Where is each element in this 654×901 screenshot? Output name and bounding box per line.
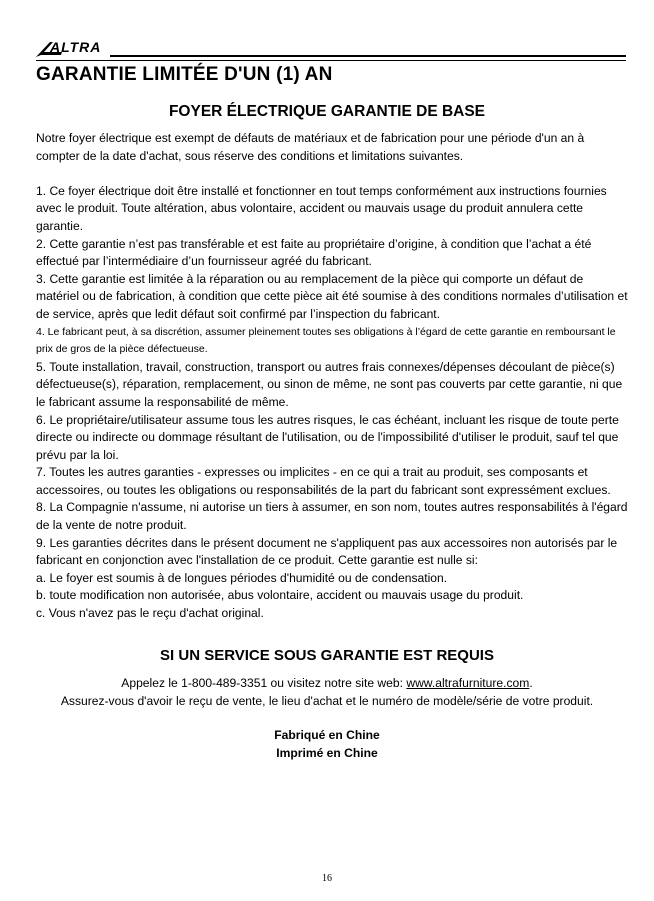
clause-9b: b. toute modification non autorisée, abus volontaire, accident ou mauvais usage du produit. (36, 588, 524, 603)
clause-3: 3. Cette garantie est limitée à la réparation ou au remplacement de la pièce qui comporte un défaut de matériel ou de fabrication, à condition que cette pièce ait été soumise à des conditions normales d’utilisation et de service, après que ledit défaut soit confirmé par l’inspection du fabricant. (36, 271, 628, 321)
service-heading: SI UN SERVICE SOUS GARANTIE EST REQUIS (160, 647, 494, 664)
clause-8: 8. La Compagnie n'assume, ni autorise un tiers à assumer, en son nom, toutes autres responsabilités à l'égard de la vente de notre produit. (36, 500, 628, 533)
clause-9: 9. Les garanties décrites dans le présent document ne s'appliquent pas aux accessoires non autorisés par le fabricant en conjonction avec l'installation de ce produit. Cette garantie est nulle si: (36, 535, 618, 568)
clause-5: 5. Toute installation, travail, construction, transport ou autres frais connexes/dépenses découlant de pièce(s) défectueuse(s), réparation, remplacement, ou sinon de même, ne sont pas couverts par cette garantie, ni que le fabricant assume la responsabilité de même. (36, 359, 623, 409)
service-line-1 (0, 675, 654, 693)
altra-logo (36, 38, 116, 58)
printed-in-label: Imprimé en Chine (276, 745, 378, 760)
clause-7: 7. Toutes les autres garanties - expresses ou implicites - en ce qui a trait au produit, ses composants et accessoires, ou toutes les obligations ou responsabilités de la part du fabricant sont expressément exclues. (36, 465, 611, 497)
header-rule-thick (110, 55, 626, 57)
logo-text: ALTRA (50, 39, 102, 55)
page-title: GARANTIE LIMITÉE D'UN (1) AN (36, 64, 333, 85)
clause-1: 1. Ce foyer électrique doit être installé et fonctionner en tout temps conformément aux instructions fournies avec le produit. Toute altération, abus volontaire, accident ou mauvais usage du produit annulera cette garantie. (36, 183, 607, 233)
header-rule-thin (36, 60, 626, 61)
intro-paragraph: Notre foyer électrique est exempt de défauts de matériaux et de fabrication pour une période d'un an à compter de la date d'achat, sous réserve des conditions et limitations suivantes. (36, 131, 585, 163)
clause-9c: c. Vous n'avez pas le reçu d'achat original. (36, 606, 264, 621)
service-line-1-suffix: . (529, 676, 533, 690)
page-subtitle: FOYER ÉLECTRIQUE GARANTIE DE BASE (168, 103, 486, 120)
service-line-2: Assurez-vous d'avoir le reçu de vente, le lieu d'achat et le numéro de modèle/série de votre produit. (60, 693, 594, 708)
made-in-label: Fabriqué en Chine (274, 728, 380, 742)
page-number: 16 (322, 873, 332, 884)
clause-4: 4. Le fabricant peut, à sa discrétion, assumer pleinement toutes ses obligations à l’égard de cette garantie en remboursant le prix de gros de la pièce défectueuse. (36, 325, 616, 356)
clause-9a: a. Le foyer est soumis à de longues périodes d'humidité ou de condensation. (36, 570, 448, 585)
service-phone-text: Appelez le 1-800-489-3351 ou visitez notre site web: (121, 676, 407, 690)
service-info (0, 675, 654, 710)
clause-6: 6. Le propriétaire/utilisateur assume tous les autres risques, le cas échéant, incluant les risque de toute perte directe ou indirecte ou dommage résultant de l'utilisation, ou de l'impossibilité d'utiliser le produit, sauf tel que prévu par la loi. (36, 412, 619, 462)
website-link[interactable]: www.altrafurniture.com (406, 676, 530, 690)
clause-2: 2. Cette garantie n’est pas transférable et est faite au propriétaire d’origine, à condition que l’achat a été effectué par l’intermédiaire d’un fournisseur agréé du fabricant. (36, 236, 592, 269)
origin-info (0, 727, 654, 762)
warranty-body (36, 130, 628, 623)
